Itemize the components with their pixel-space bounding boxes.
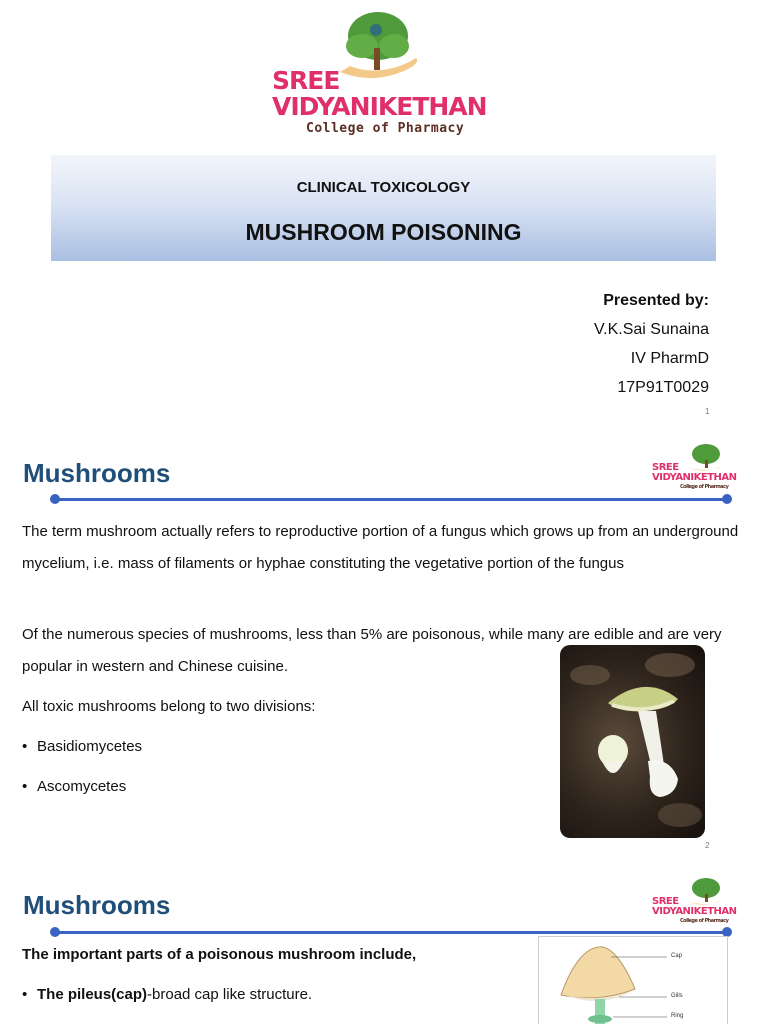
diagram-label-cap: Cap (671, 953, 683, 959)
logo-text-sree: SREE (272, 66, 340, 95)
content-slide (0, 432, 768, 864)
logo-text-sree: SREE (652, 896, 679, 907)
college-logo-small (650, 876, 760, 926)
page-number: 2 (705, 841, 710, 850)
bullet-text: -broad cap like structure. (147, 986, 313, 1003)
list-item: • Ascomycetes (22, 778, 127, 795)
bullet-text: Basidiomycetes (37, 738, 143, 755)
bullet-term: The pileus(cap) (37, 986, 148, 1003)
mushroom-diagram-icon (539, 937, 729, 1024)
logo-text-college: College of Pharmacy (680, 484, 729, 490)
slide-heading: Mushrooms (23, 890, 171, 920)
page-number: 1 (705, 407, 710, 416)
title-banner (51, 155, 716, 261)
bullet-text: Ascomycetes (37, 778, 127, 795)
college-logo (270, 8, 487, 138)
logo-text-vidyanikethan: VIDYANIKETHAN (652, 906, 737, 917)
slide-title: MUSHROOM POISONING (245, 219, 522, 245)
college-logo-small (650, 442, 760, 492)
presenter-name: V.K.Sai Sunaina (593, 321, 709, 338)
title-slide (0, 0, 768, 432)
logo-text-college: College of Pharmacy (680, 918, 729, 924)
logo-text-college: College of Pharmacy (306, 121, 465, 136)
rule-dot-left (50, 494, 60, 504)
mushroom-icon (560, 645, 705, 838)
presenter-course: IV PharmD (630, 350, 709, 367)
logo-text-vidyanikethan: VIDYANIKETHAN (652, 472, 737, 483)
content-slide (0, 864, 768, 1024)
list-item: • The pileus(cap)-broad cap like structure. (22, 986, 313, 1003)
rule-dot-left (50, 927, 60, 937)
logo-text-sree: SREE (652, 462, 679, 473)
rule-dot-right (722, 494, 732, 504)
list-item: • Basidiomycetes (22, 738, 143, 755)
paragraph-definition: The term mushroom actually refers to reproductive portion of a fungus which grows up from an underground mycelium, i.e. mass of filaments or hyphae constituting the vegetative portion of the fungus (22, 523, 739, 572)
presenter-block (594, 286, 709, 402)
presenter-roll: 17P91T0029 (617, 379, 709, 396)
mushroom-photo (560, 645, 705, 838)
presenter-label: Presented by: (603, 292, 709, 309)
paragraph-species: Of the numerous species of mushrooms, less than 5% are poisonous, while many are edible and are very popular in western and Chinese cuisine. (22, 626, 722, 675)
mushroom-anatomy-diagram (538, 936, 728, 1024)
heading-rule (55, 931, 727, 934)
diagram-label-gills: Gills (671, 993, 683, 999)
slide-subtitle: CLINICAL TOXICOLOGY (296, 179, 471, 196)
heading-rule (55, 498, 727, 501)
slide-heading: Mushrooms (23, 458, 171, 488)
intro-text: The important parts of a poisonous mushroom include, (22, 946, 417, 963)
diagram-label-ring: Ring (671, 1013, 684, 1019)
paragraph-divisions: All toxic mushrooms belong to two divisions: (22, 698, 316, 715)
logo-text-vidyanikethan: VIDYANIKETHAN (272, 92, 487, 121)
